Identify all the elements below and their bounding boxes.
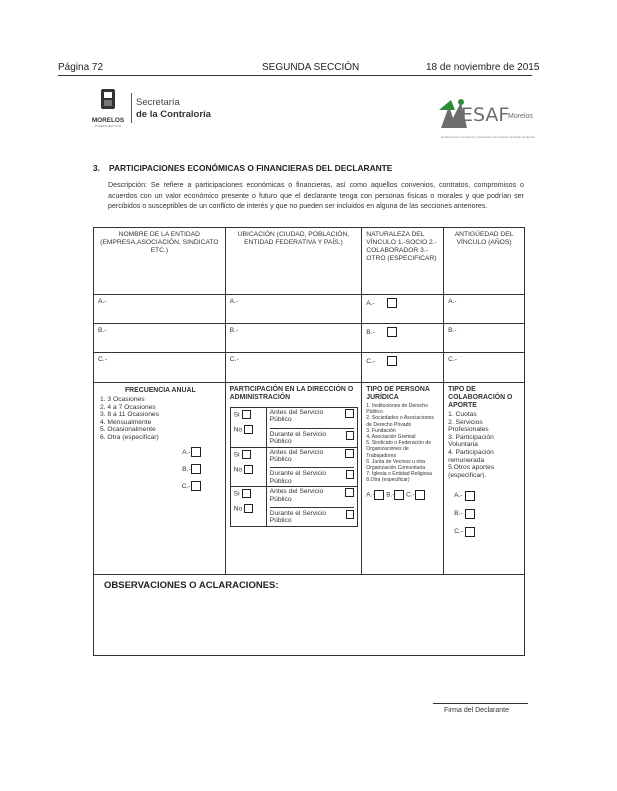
participacion-block-a xyxy=(230,407,359,448)
tipo-persona-letter: A.- xyxy=(366,491,375,499)
tipo-persona-option: 5. Sindicato o Federación de Organizaciones de Trabajadores xyxy=(366,440,432,459)
participacion-c-durante-checkbox[interactable] xyxy=(346,510,355,519)
firma-line[interactable] xyxy=(433,703,528,704)
observaciones-row xyxy=(94,575,525,656)
nombre-c-field[interactable] xyxy=(94,353,226,383)
naturaleza-a-field[interactable] xyxy=(362,295,444,324)
participacion-block-c xyxy=(230,486,359,527)
nombre-b-field[interactable] xyxy=(94,324,226,353)
tipo-persona-option: 6. Junta de Vecinos u otra Organización Comunitaria xyxy=(366,458,426,472)
colaboracion-a-checkbox[interactable] xyxy=(465,491,475,501)
participacion-a-durante-checkbox[interactable] xyxy=(346,431,355,440)
colaboracion-option: 4. Participación remunerada xyxy=(448,448,494,464)
header-rule xyxy=(58,75,532,76)
no-label: No xyxy=(233,465,243,473)
frecuencia-option: 5. Ocasionalmente xyxy=(100,426,156,434)
si-label: Si xyxy=(233,411,240,419)
colaboracion-letter: A.- xyxy=(454,492,463,500)
antes-label: Antes del Servicio Público xyxy=(269,488,324,503)
tipo-persona-title: TIPO DE PERSONA JURÍDICA xyxy=(366,386,430,401)
section-name: SEGUNDA SECCIÓN xyxy=(262,62,360,73)
durante-label: Durante el Servicio Público xyxy=(269,510,327,525)
header-nombre-entidad: NOMBRE DE LA ENTIDAD (EMPRESA,ASOCIACIÓN, SINDICATO ETC.) xyxy=(94,228,226,295)
participacion-a-antes-checkbox[interactable] xyxy=(345,409,354,418)
morelos-seal-icon xyxy=(88,88,128,112)
tipo-persona-b-checkbox[interactable] xyxy=(394,490,404,500)
antes-label: Antes del Servicio Público xyxy=(269,448,324,464)
logo-divider xyxy=(131,93,132,123)
tipo-persona-letter: B.- xyxy=(386,491,395,499)
row-label: C.- xyxy=(366,357,376,365)
tipo-persona-option: 7. Iglesia o Entidad Religiosa xyxy=(366,471,432,478)
morelos-logo xyxy=(88,88,128,126)
morelos-label: MORELOS xyxy=(91,117,125,124)
si-label: Si xyxy=(233,450,240,458)
tipo-persona-c-checkbox[interactable] xyxy=(415,490,425,500)
frecuencia-a-checkbox[interactable] xyxy=(191,447,201,457)
tipo-persona-option: 8.Otra (especificar) xyxy=(366,477,410,484)
row-label: C.- xyxy=(98,356,107,363)
table-row xyxy=(94,353,525,383)
row-label: B.- xyxy=(98,327,107,334)
header-ubicacion: UBICACIÓN (CIUDAD, POBLACIÓN, ENTIDAD FEDERATIVA Y PAÍS.) xyxy=(225,228,362,295)
naturaleza-a-checkbox[interactable] xyxy=(387,298,397,308)
colaboracion-letter: B.- xyxy=(454,510,463,518)
naturaleza-c-field[interactable] xyxy=(362,353,444,383)
durante-label: Durante el Servicio Público xyxy=(269,430,327,446)
row-label: C.- xyxy=(448,356,458,363)
participacion-title: PARTICIPACIÓN EN LA DIRECCIÓN O ADMINISTRACIÓN xyxy=(229,386,354,401)
secretaria-line2: de la Contraloría xyxy=(136,109,211,120)
participacion-block-b xyxy=(230,447,359,488)
row-label: B.- xyxy=(229,327,239,334)
esaf-logo xyxy=(437,98,541,146)
frecuencia-option: 6. Otra (especificar) xyxy=(100,433,159,441)
participacion-b-si-checkbox[interactable] xyxy=(242,450,251,459)
ubicacion-a-field[interactable] xyxy=(225,295,362,324)
participacion-c-si-checkbox[interactable] xyxy=(242,489,251,498)
colaboracion-b-checkbox[interactable] xyxy=(465,509,475,519)
row-label: B.- xyxy=(366,328,375,336)
antiguedad-a-field[interactable] xyxy=(444,295,525,324)
frecuencia-option: 3. 8 a 11 Ocasiones xyxy=(100,411,159,419)
secretaria-line1: Secretaría xyxy=(136,97,180,108)
colaboracion-option: 3. Participación Voluntaria xyxy=(448,433,494,449)
tipo-persona-cell xyxy=(362,383,444,575)
frecuencia-c-checkbox[interactable] xyxy=(191,481,201,491)
colaboracion-option: 5.Otros aportes (especificar). xyxy=(448,464,495,479)
no-label: No xyxy=(233,426,243,434)
header-antiguedad-vinculo: ANTIGÜEDAD DEL VÍNCULO (AÑOS) xyxy=(444,228,525,295)
esaf-subtext: Morelos xyxy=(508,113,533,120)
tipo-persona-letter: C.- xyxy=(406,491,415,499)
participacion-b-durante-checkbox[interactable] xyxy=(346,470,355,479)
participacion-c-antes-checkbox[interactable] xyxy=(345,488,354,497)
esaf-tagline: Entidad Superior de Auditoría y Fiscalización del Congreso del Estado de Morelos xyxy=(441,136,536,139)
publication-date: 18 de noviembre de 2015 xyxy=(426,62,540,73)
antes-label: Antes del Servicio Público xyxy=(269,409,324,424)
antiguedad-c-field[interactable] xyxy=(444,353,525,383)
table-row xyxy=(94,295,525,324)
participacion-c-no-checkbox[interactable] xyxy=(244,504,253,513)
morelos-sublabel: PODER EJECUTIVO xyxy=(94,124,122,128)
antiguedad-b-field[interactable] xyxy=(444,324,525,353)
naturaleza-b-field[interactable] xyxy=(362,324,444,353)
si-label: Si xyxy=(233,490,240,498)
page-number: Página 72 xyxy=(58,62,104,73)
row-label: A.- xyxy=(98,298,107,305)
tipo-persona-option: 4. Asociación Gremial xyxy=(366,434,416,441)
observaciones-label: OBSERVACIONES O ACLARACIONES: xyxy=(104,580,279,591)
ubicacion-b-field[interactable] xyxy=(225,324,362,353)
ubicacion-c-field[interactable] xyxy=(225,353,362,383)
esaf-text: ESAF xyxy=(461,104,510,126)
durante-label: Durante el Servicio Público xyxy=(269,470,327,485)
participacion-b-no-checkbox[interactable] xyxy=(244,465,253,474)
row-label: A.- xyxy=(229,298,239,305)
section-number: 3. xyxy=(93,163,100,173)
tipo-persona-a-checkbox[interactable] xyxy=(374,490,384,500)
firma-label: Firma del Declarante xyxy=(444,707,509,714)
frecuencia-option: 2. 4 a 7 Ocasiones xyxy=(100,403,156,411)
colaboracion-option: 1. Cuotas xyxy=(448,411,477,418)
observaciones-field[interactable] xyxy=(94,575,525,656)
no-label: No xyxy=(233,505,243,513)
row-label: B.- xyxy=(448,327,457,334)
participacion-b-antes-checkbox[interactable] xyxy=(345,449,354,458)
row-label: C.- xyxy=(229,356,239,363)
frecuencia-title: FRECUENCIA ANUAL xyxy=(124,387,196,394)
tipo-persona-option: 3. Fundación xyxy=(366,427,396,434)
row-label: A.- xyxy=(366,299,375,307)
colaboracion-title: TIPO DE COLABORACIÓN O APORTE xyxy=(448,386,513,409)
naturaleza-b-checkbox[interactable] xyxy=(387,327,397,337)
frecuencia-b-checkbox[interactable] xyxy=(191,464,201,474)
frecuencia-letter: B.- xyxy=(182,465,191,473)
row-label: A.- xyxy=(448,298,457,305)
nombre-a-field[interactable] xyxy=(94,295,226,324)
frecuencia-letter: C.- xyxy=(181,482,191,490)
section-description: Descripción: Se refiere a participaciones económicas o financieras, así como aquellos convenios, contratos, compromisos o acuerdos con un valor económico presente o futuro que el declarante tenga con personas físicas o morales y que podrían ser percibidos o susceptibles de un conflicto de interés y que no pueden ser incluidos en alguna de las secciones anteriores. xyxy=(108,181,524,210)
participacion-a-si-checkbox[interactable] xyxy=(242,410,251,419)
naturaleza-c-checkbox[interactable] xyxy=(387,356,397,366)
tipo-persona-option: 2. Sociedades o Asociaciones de Derecho Privado xyxy=(366,415,434,428)
participaciones-table xyxy=(93,227,525,656)
participacion-a-no-checkbox[interactable] xyxy=(244,425,253,434)
table-row xyxy=(94,324,525,353)
section-title: PARTICIPACIONES ECONÓMICAS O FINANCIERAS DEL DECLARANTE xyxy=(109,163,393,173)
frecuencia-letter: A.- xyxy=(182,448,191,456)
frecuencia-option: 4. Mensualmente xyxy=(100,418,152,426)
frecuencia-cell xyxy=(94,383,226,575)
table-header-row xyxy=(94,228,525,295)
tipo-persona-option: 1. Instituciones de Derecho Público xyxy=(366,403,428,416)
table-details-row xyxy=(94,383,525,575)
participacion-cell xyxy=(225,383,362,575)
colaboracion-cell xyxy=(444,383,525,575)
frecuencia-option: 1. 3 Ocasiones xyxy=(100,396,145,403)
header-naturaleza-vinculo: NATURALEZA DEL VÍNCULO 1.-SOCIO 2.- COLABORADOR 3.-OTRO (ESPECIFICAR) xyxy=(362,228,444,295)
colaboracion-option: 2. Servicios Profesionales xyxy=(448,418,489,434)
colaboracion-c-checkbox[interactable] xyxy=(465,527,475,537)
colaboracion-letter: C.- xyxy=(454,528,464,536)
